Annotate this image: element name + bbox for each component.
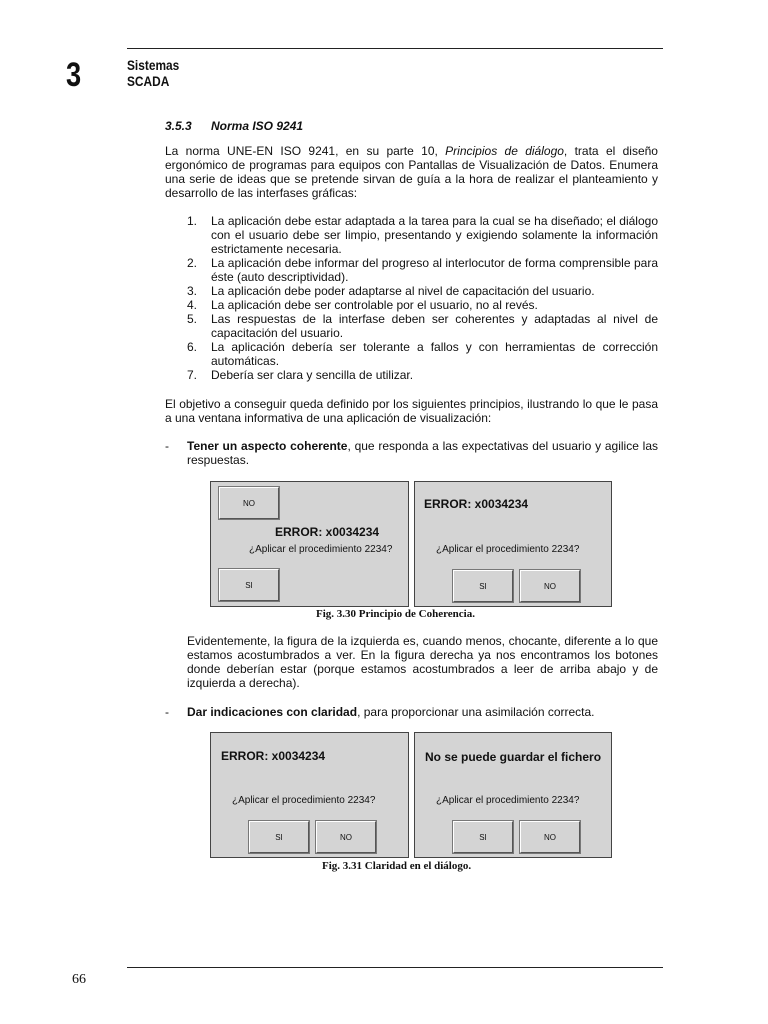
bullet-bold-term: Dar indicaciones con claridad: [187, 705, 358, 719]
list-item: [165, 340, 658, 368]
list-item-text: La aplicación debe poder adaptarse al nivel de capacitación del usuario.: [211, 284, 595, 298]
bullet-rest: , para proporcionar una asimilación correcta.: [357, 705, 595, 719]
list-item: [165, 284, 658, 298]
list-item: [165, 256, 658, 284]
header-rule: [127, 48, 663, 49]
si-button[interactable]: SI: [249, 821, 309, 853]
bullet-clarity: [165, 705, 658, 719]
section-number: 3.5.3: [165, 119, 192, 133]
list-item-text: La aplicación debe informar del progreso al interlocutor de forma comprensible para éste (auto descriptividad).: [211, 256, 658, 284]
bullet-dash: -: [165, 705, 169, 719]
no-button[interactable]: NO: [520, 821, 580, 853]
bullet-bold-term: Tener un aspecto coherente: [187, 439, 348, 453]
figure2-caption: Fig. 3.31 Claridad en el diálogo.: [322, 860, 472, 872]
section-heading: [165, 119, 303, 133]
list-item-number: 6.: [187, 340, 198, 354]
si-button[interactable]: SI: [453, 570, 513, 602]
dialog-question: ¿Aplicar el procedimiento 2234?: [436, 795, 580, 806]
list-item-number: 2.: [187, 256, 198, 270]
figure1-right-dialog: [414, 481, 612, 607]
figure1-left-dialog: [210, 481, 409, 607]
dialog-question: ¿Aplicar el procedimiento 2234?: [436, 544, 580, 555]
chapter-title-line1: Sistemas: [127, 57, 180, 73]
list-item-number: 7.: [187, 368, 198, 382]
list-item: [165, 312, 658, 340]
objective-paragraph: El objetivo a conseguir queda definido por los siguientes principios, ilustrando lo que le pasa a una ventana informativa de una aplicación de visualización:: [165, 397, 658, 425]
page-number: 66: [72, 972, 86, 987]
bullet-text: [187, 439, 658, 467]
chapter-title: [127, 57, 179, 89]
intro-italic-term: Principios de diálogo: [445, 144, 564, 158]
list-item: [165, 368, 658, 382]
list-item: [165, 214, 658, 256]
intro-text-end: , trata el diseño ergonómico de programas para equipos con Pantallas de Visualización de Datos. Enumera una serie de ideas que se pretende sirvan de guía a la hora de realizar el planteamiento y desarrollo de las interfases gráficas:: [165, 144, 658, 200]
list-item-text: La aplicación debe estar adaptada a la tarea para la cual se ha diseñado; el diálogo con el usuario debe ser limpio, presentando y exigiendo solamente la información estrictamente necesaria.: [211, 214, 658, 256]
dialog-question: ¿Aplicar el procedimiento 2234?: [249, 544, 393, 555]
chapter-title-line2: SCADA: [127, 73, 170, 89]
no-button[interactable]: NO: [316, 821, 376, 853]
list-item-number: 5.: [187, 312, 198, 326]
dialog-title: ERROR: x0034234: [221, 749, 326, 763]
dialog-title: No se puede guardar el fichero: [425, 750, 602, 764]
list-item-text: La aplicación debería ser tolerante a fallos y con herramientas de corrección automáticas.: [211, 340, 658, 368]
explanation-paragraph: Evidentemente, la figura de la izquierda es, cuando menos, chocante, diferente a lo que estamos acostumbrados a ver. En la figura derecha ya nos encontramos los botones donde deberían estar (porque estamos acostumbrados a leer de arriba abajo y de izquierda a derecha).: [187, 634, 658, 690]
dialog-question: ¿Aplicar el procedimiento 2234?: [232, 795, 376, 806]
dialog-title: ERROR: x0034234: [275, 525, 380, 539]
list-item-number: 1.: [187, 214, 198, 228]
list-item-number: 4.: [187, 298, 198, 312]
list-item-text: Debería ser clara y sencilla de utilizar.: [211, 368, 414, 382]
figure1-caption: Fig. 3.30 Principio de Coherencia.: [316, 608, 475, 620]
bullet-text: [187, 705, 658, 719]
list-item-number: 3.: [187, 284, 198, 298]
figure2-left-dialog: [210, 732, 409, 858]
bullet-rest: , que responda a las expectativas del usuario y agilice las respuestas.: [187, 439, 659, 467]
list-item-text: La aplicación debe ser controlable por el usuario, no al revés.: [211, 298, 538, 312]
list-item: [165, 298, 658, 312]
intro-text-start: La norma UNE-EN ISO 9241, en su parte 10,: [165, 144, 446, 158]
list-item-text: Las respuestas de la interfase deben ser coherentes y adaptadas al nivel de capacitación del usuario.: [211, 312, 658, 340]
principles-list: [165, 214, 658, 382]
si-button[interactable]: SI: [453, 821, 513, 853]
figure2-right-dialog: [414, 732, 612, 858]
no-button[interactable]: NO: [219, 487, 279, 519]
chapter-number: 3: [66, 56, 82, 94]
section-title: Norma ISO 9241: [211, 119, 304, 133]
si-button[interactable]: SI: [219, 569, 279, 601]
bullet-coherence: [165, 439, 658, 467]
dialog-title: ERROR: x0034234: [424, 497, 529, 511]
no-button[interactable]: NO: [520, 570, 580, 602]
intro-paragraph: [165, 144, 658, 200]
footer-rule: [127, 967, 663, 968]
bullet-dash: -: [165, 439, 169, 453]
